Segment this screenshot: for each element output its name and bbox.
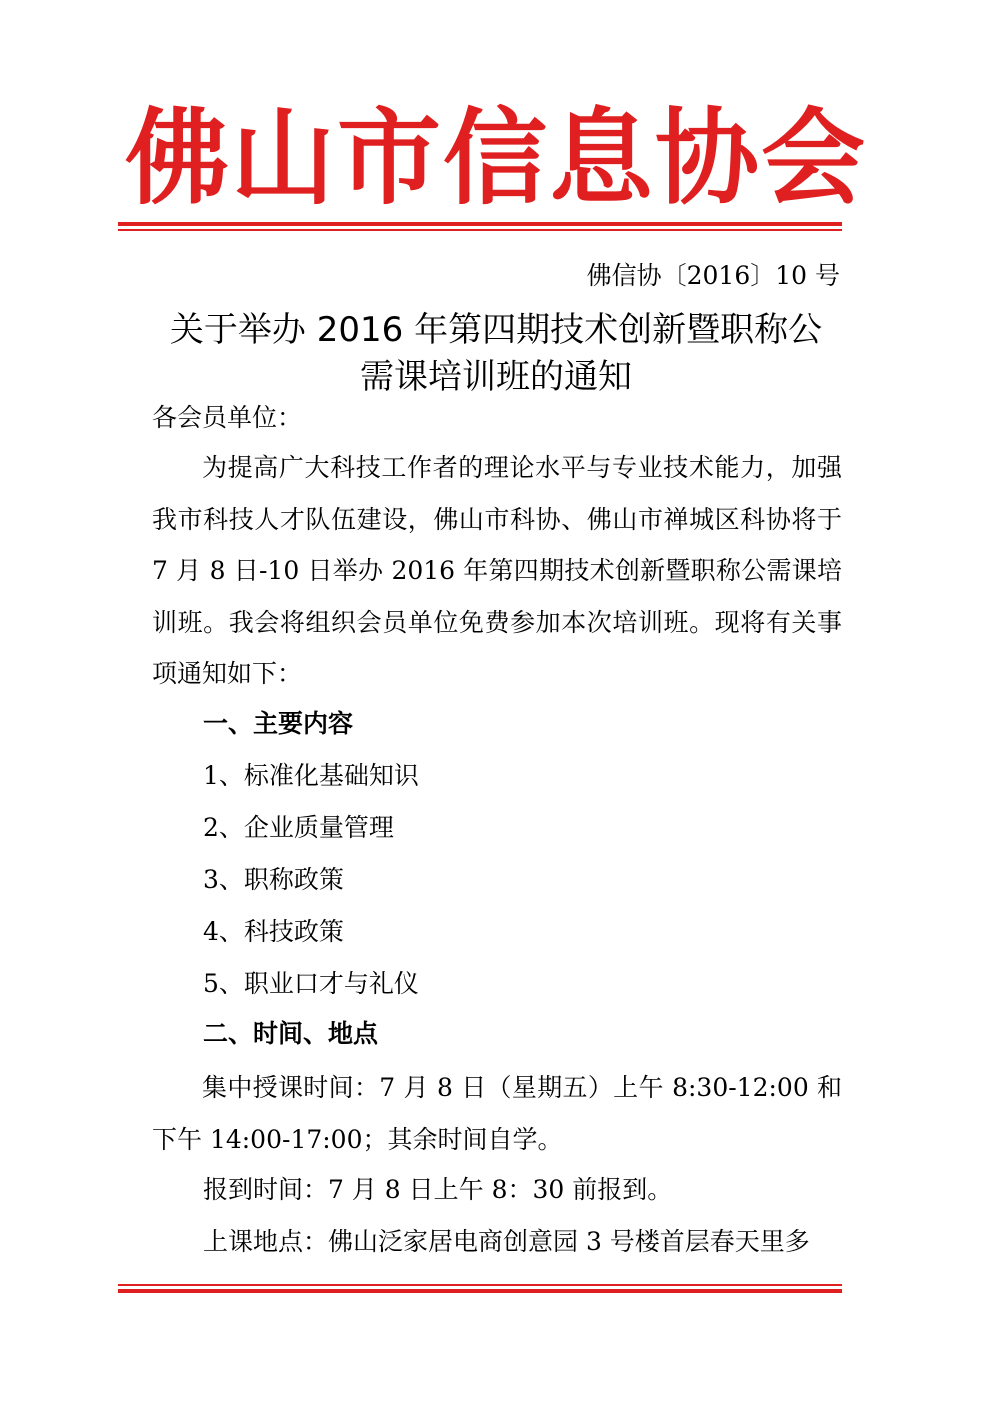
document-title-line-1: 关于举办 2016 年第四期技术创新暨职称公 xyxy=(169,310,823,350)
salutation: 各会员单位： xyxy=(152,403,303,432)
document-title-line-2: 需课培训班的通知 xyxy=(360,357,632,397)
org-masthead: 佛山市信息协会 xyxy=(124,96,867,219)
content-item: 2、企业质量管理 xyxy=(203,813,394,842)
divider-thin-line xyxy=(118,1284,842,1286)
header-divider xyxy=(118,222,842,231)
content-item: 4、科技政策 xyxy=(203,917,344,946)
registration-time: 报到时间：7 月 8 日上午 8：30 前报到。 xyxy=(203,1175,673,1204)
section-heading-content: 一、主要内容 xyxy=(203,709,354,738)
venue-line: 上课地点：佛山泛家居电商创意园 3 号楼首层春天里多 xyxy=(203,1227,810,1256)
content-item: 1、标准化基础知识 xyxy=(203,761,419,790)
content-item: 3、职称政策 xyxy=(203,865,344,894)
document-number: 佛信协〔2016〕10 号 xyxy=(586,261,840,290)
divider-thick-line xyxy=(118,1289,842,1293)
divider-thin-line xyxy=(118,229,842,231)
footer-divider xyxy=(118,1284,842,1293)
intro-paragraph: 为提高广大科技工作者的理论水平与专业技术能力，加强我市科技人才队伍建设，佛山市科协、佛山市禅城区科协将于 7 月 8 日-10 日举办 2016 年第四期技术创新暨职称公需课培训班。我会将组织会员单位免费参加本次培训班。现将有关事项通知如下： xyxy=(152,453,842,688)
schedule-paragraph: 集中授课时间：7 月 8 日（星期五）上午 8:30-12:00 和下午 14:00-17:00；其余时间自学。 xyxy=(152,1073,842,1154)
divider-thick-line xyxy=(118,222,842,226)
content-item: 5、职业口才与礼仪 xyxy=(203,969,419,998)
section-heading-time-place: 二、时间、地点 xyxy=(203,1019,379,1048)
